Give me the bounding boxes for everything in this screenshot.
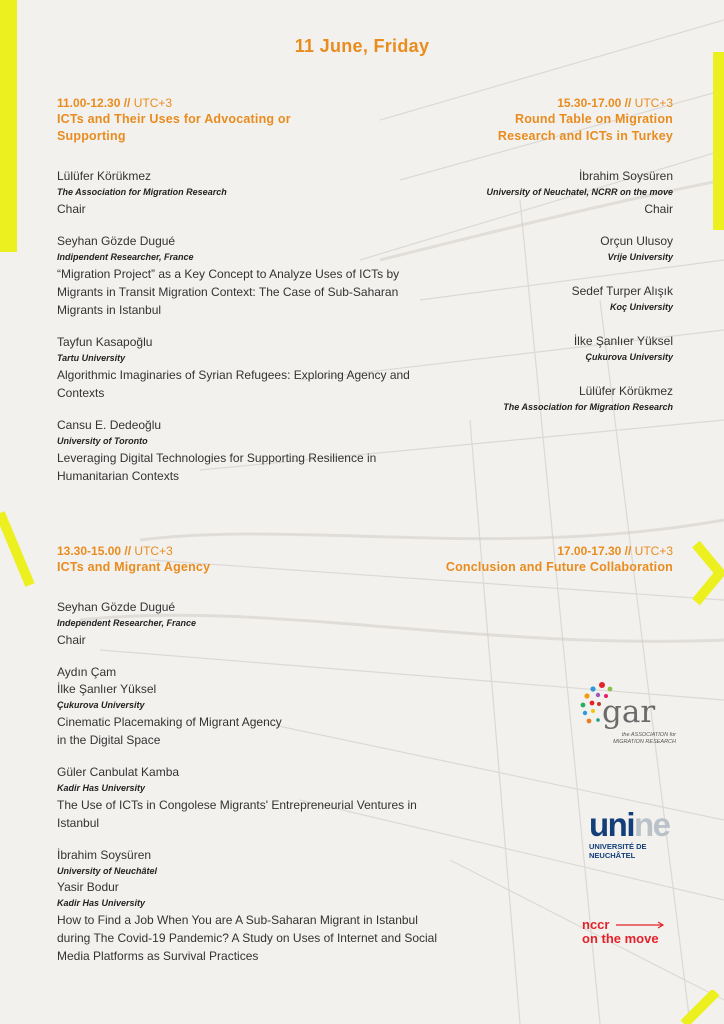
speaker-affiliation: Kadir Has University xyxy=(57,898,146,908)
speaker-role: Chair xyxy=(57,633,86,647)
panelist-entry xyxy=(373,233,673,265)
session-time: 17.00-17.30 // UTC+3 xyxy=(557,544,673,558)
speaker-affiliation: University of Neuchâtel xyxy=(57,866,158,876)
speaker-affiliation: Independent Researcher, France xyxy=(57,618,197,628)
yellow-slash-left xyxy=(0,505,40,595)
yellow-bar-right xyxy=(713,52,724,230)
nccr-logo-line2: on the move xyxy=(582,931,659,946)
yellow-slash-bottom xyxy=(676,990,724,1024)
session-title: ICTs and Migrant Agency xyxy=(57,560,211,574)
speaker-name: İbrahim Soysüren xyxy=(57,848,152,862)
speaker-name: Seyhan Gözde Dugué xyxy=(57,234,176,248)
speaker-entry xyxy=(57,764,477,832)
speaker-entry xyxy=(57,417,477,485)
speaker-affiliation: Kadir Has University xyxy=(57,783,146,793)
session-conclusion xyxy=(333,543,673,576)
speaker-name: İlke Şanlıer Yüksel xyxy=(57,682,157,696)
speaker-entry xyxy=(57,847,477,965)
session-time: 11.00-12.30 // UTC+3 xyxy=(57,96,173,110)
nccr-logo xyxy=(582,918,666,946)
arrow-right-icon xyxy=(616,921,666,929)
gar-logo-text: gar xyxy=(602,694,656,730)
panelist-entry xyxy=(373,383,673,415)
panelist-affiliation: Çukurova University xyxy=(585,352,673,362)
speaker-entry xyxy=(57,599,477,649)
speaker-affiliation: Tartu University xyxy=(57,353,126,363)
nccr-logo-line1: nccr xyxy=(582,917,610,932)
gar-logo xyxy=(578,680,678,760)
unine-logo-subtitle: UNIVERSITÉ DE NEUCHÂTEL xyxy=(589,842,647,860)
yellow-chevron-right xyxy=(690,540,724,606)
panelist-name: İlke Şanlıer Yüksel xyxy=(573,334,673,348)
speaker-name: Seyhan Gözde Dugué xyxy=(57,600,176,614)
unine-logo-text: unine xyxy=(589,806,670,843)
panelist-entry xyxy=(373,168,673,218)
session-time: 15.30-17.00 // UTC+3 xyxy=(557,96,673,110)
paper-title: How to Find a Job When You are A Sub-Saharan Migrant in Istanbul during The Covid-19 Pandemic? A Study on Uses of Internet and Social Media Platforms as Survival Practices xyxy=(57,913,438,963)
panelist-role: Chair xyxy=(644,202,673,216)
speaker-name: Aydın Çam xyxy=(57,665,117,679)
session-migrant-agency xyxy=(57,543,477,965)
paper-title: Leveraging Digital Technologies for Supporting Resilience in Humanitarian Contexts xyxy=(57,451,377,483)
gar-logo-subtitle: the ASSOCIATION for MIGRATION RESEARCH xyxy=(613,732,676,745)
panelist-entry xyxy=(373,283,673,315)
speaker-affiliation: Indipendent Researcher, France xyxy=(57,252,194,262)
paper-title: The Use of ICTs in Congolese Migrants' Entrepreneurial Ventures in Istanbul xyxy=(57,798,417,830)
speaker-name: Lülüfer Körükmez xyxy=(57,169,152,183)
session-title: Round Table on Migration Research and ICTs in Turkey xyxy=(497,112,673,143)
speaker-name: Tayfun Kasapoğlu xyxy=(57,335,153,349)
panelist-name: Orçun Ulusoy xyxy=(600,234,673,248)
speaker-name: Cansu E. Dedeoğlu xyxy=(57,418,162,432)
panelist-name: Sedef Turper Alışık xyxy=(571,284,673,298)
session-title: ICTs and Their Uses for Advocating or Supporting xyxy=(57,112,291,143)
panelist-affiliation: University of Neuchatel, NCRR on the move xyxy=(486,187,673,197)
panelist-entry xyxy=(373,333,673,365)
page-title: 11 June, Friday xyxy=(294,36,430,56)
speaker-role: Chair xyxy=(57,202,86,216)
speaker-affiliation: University of Toronto xyxy=(57,436,148,446)
session-time: 13.30-15.00 // UTC+3 xyxy=(57,544,173,558)
panelist-name: İbrahim Soysüren xyxy=(578,169,673,183)
paper-title: Algorithmic Imaginaries of Syrian Refugees: Exploring Agency and Contexts xyxy=(57,368,410,400)
speaker-name: Yasir Bodur xyxy=(57,880,119,894)
panelist-affiliation: Vrije University xyxy=(607,252,673,262)
speaker-name: Güler Canbulat Kamba xyxy=(57,765,180,779)
panelist-affiliation: The Association for Migration Research xyxy=(503,402,673,412)
speaker-affiliation: The Association for Migration Research xyxy=(57,187,227,197)
paper-title: “Migration Project” as a Key Concept to Analyze Uses of ICTs by Migrants in Transit Migration Context: The Case of Sub-Saharan Migrants in Istanbul xyxy=(57,267,400,317)
session-title: Conclusion and Future Collaboration xyxy=(445,560,673,574)
paper-title: Cinematic Placemaking of Migrant Agency in the Digital Space xyxy=(57,715,282,747)
unine-logo xyxy=(589,808,670,860)
panelist-affiliation: Koç University xyxy=(609,302,673,312)
speaker-entry xyxy=(57,664,477,749)
session-round-table xyxy=(373,95,673,415)
speaker-affiliation: Çukurova University xyxy=(57,700,145,710)
panelist-name: Lülüfer Körükmez xyxy=(578,384,673,398)
